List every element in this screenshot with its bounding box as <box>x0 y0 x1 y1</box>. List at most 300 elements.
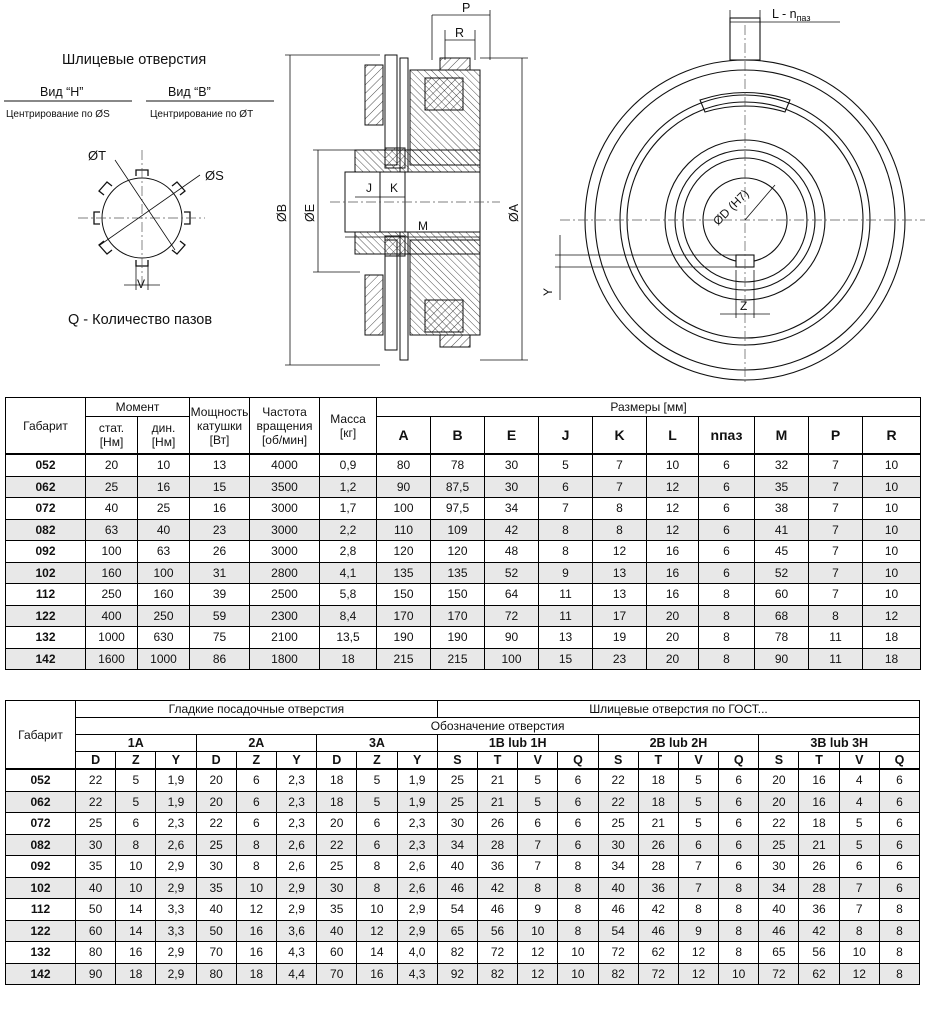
table-cell: 2,6 <box>397 856 437 878</box>
row-gabarit: 052 <box>6 769 76 791</box>
table-cell: 4000 <box>250 454 320 476</box>
table-cell: 23 <box>190 519 250 541</box>
table-cell: 11 <box>809 627 863 649</box>
row-gabarit: 142 <box>6 648 86 670</box>
table-cell: 63 <box>86 519 138 541</box>
table-cell: 4 <box>839 769 879 791</box>
subcol-header: T <box>477 752 517 770</box>
table-cell: 20 <box>647 605 699 627</box>
table-cell: 2300 <box>250 605 320 627</box>
table-cell: 12 <box>863 605 921 627</box>
table-cell: 21 <box>638 813 678 835</box>
table-cell: 3000 <box>250 519 320 541</box>
table-cell: 2500 <box>250 584 320 606</box>
table-cell: 10 <box>863 498 921 520</box>
table-cell: 1,9 <box>156 791 196 813</box>
table-cell: 10 <box>647 454 699 476</box>
table-cell: 97,5 <box>431 498 485 520</box>
table-cell: 10 <box>863 476 921 498</box>
table-cell: 3,3 <box>156 920 196 942</box>
table-cell: 6 <box>699 454 755 476</box>
table-cell: 90 <box>76 963 116 985</box>
table-cell: 8 <box>879 963 919 985</box>
table-cell: 8 <box>558 920 598 942</box>
table-cell: 26 <box>638 834 678 856</box>
row-gabarit: 092 <box>6 541 86 563</box>
table-cell: 12 <box>839 963 879 985</box>
table-cell: 72 <box>638 963 678 985</box>
table-cell: 60 <box>76 920 116 942</box>
table-cell: 46 <box>437 877 477 899</box>
table-cell: 10 <box>558 963 598 985</box>
table-cell: 8 <box>357 877 397 899</box>
subcol-header: S <box>759 752 799 770</box>
table-cell: 2,9 <box>276 899 316 921</box>
table-cell: 109 <box>431 519 485 541</box>
table-cell: 34 <box>485 498 539 520</box>
table-cell: 56 <box>477 920 517 942</box>
row-gabarit: 142 <box>6 963 76 985</box>
table-cell: 22 <box>598 791 638 813</box>
table-cell: 2,3 <box>276 791 316 813</box>
table-cell: 12 <box>678 963 718 985</box>
table-cell: 1,7 <box>320 498 377 520</box>
row-gabarit: 062 <box>6 791 76 813</box>
col-moment: Момент <box>86 398 190 417</box>
subcol-header: D <box>76 752 116 770</box>
table-cell: 45 <box>755 541 809 563</box>
table-cell: 35 <box>317 899 357 921</box>
table-cell: 30 <box>437 813 477 835</box>
group-1b: 1B lub 1H <box>437 735 598 752</box>
table-cell: 56 <box>799 942 839 964</box>
table-cell: 31 <box>190 562 250 584</box>
table-cell: 5 <box>678 769 718 791</box>
table-row <box>6 813 920 835</box>
table-cell: 82 <box>598 963 638 985</box>
table-cell: 15 <box>190 476 250 498</box>
label-t: ØT <box>88 148 107 163</box>
table-cell: 21 <box>477 791 517 813</box>
table-cell: 12 <box>518 963 558 985</box>
table-cell: 7 <box>593 454 647 476</box>
table-cell: 38 <box>755 498 809 520</box>
table-cell: 6 <box>879 877 919 899</box>
table-cell: 2,9 <box>156 942 196 964</box>
label-p: P <box>462 1 471 15</box>
table-cell: 19 <box>593 627 647 649</box>
table-cell: 40 <box>76 877 116 899</box>
table-cell: 28 <box>638 856 678 878</box>
table-cell: 8 <box>839 920 879 942</box>
subcol-header: S <box>437 752 477 770</box>
table-cell: 46 <box>638 920 678 942</box>
table-cell: 10 <box>863 562 921 584</box>
table-cell: 15 <box>539 648 593 670</box>
table-cell: 40 <box>138 519 190 541</box>
table-cell: 20 <box>647 627 699 649</box>
table-cell: 25 <box>759 834 799 856</box>
table-cell: 5 <box>539 454 593 476</box>
view-h-note: Центрирование по ØS <box>6 109 110 120</box>
table-row <box>6 648 921 670</box>
table-cell: 8 <box>879 942 919 964</box>
table-cell: 18 <box>236 963 276 985</box>
table-row <box>6 498 921 520</box>
table-cell: 13 <box>190 454 250 476</box>
table-cell: 2,6 <box>276 856 316 878</box>
table-cell: 3,3 <box>156 899 196 921</box>
table-row <box>6 877 920 899</box>
table-cell: 1,9 <box>156 769 196 791</box>
table-cell: 1,9 <box>397 791 437 813</box>
table-cell: 4,3 <box>397 963 437 985</box>
col-b: B <box>431 417 485 455</box>
table-cell: 1800 <box>250 648 320 670</box>
table-cell: 6 <box>879 834 919 856</box>
subcol-header: Q <box>879 752 919 770</box>
table-cell: 60 <box>317 942 357 964</box>
table-cell: 8 <box>593 519 647 541</box>
table-cell: 8 <box>699 648 755 670</box>
table-cell: 34 <box>759 877 799 899</box>
table-cell: 26 <box>477 813 517 835</box>
table-cell: 6 <box>879 769 919 791</box>
table-cell: 22 <box>759 813 799 835</box>
spline-title: Шлицевые отверстия <box>62 52 207 68</box>
subcol-header: V <box>678 752 718 770</box>
table-cell: 2,9 <box>397 899 437 921</box>
table-cell: 20 <box>759 791 799 813</box>
table-cell: 190 <box>377 627 431 649</box>
table-cell: 6 <box>699 541 755 563</box>
table-cell: 6 <box>558 813 598 835</box>
col-stat: стат. [Нм] <box>86 417 138 455</box>
table-cell: 215 <box>377 648 431 670</box>
table-cell: 80 <box>377 454 431 476</box>
table-cell: 8 <box>719 899 759 921</box>
table-cell: 12 <box>593 541 647 563</box>
table-cell: 62 <box>799 963 839 985</box>
table-cell: 8,4 <box>320 605 377 627</box>
subcol-header: Q <box>719 752 759 770</box>
table-cell: 10 <box>719 963 759 985</box>
holes-table <box>5 700 920 985</box>
table-cell: 7 <box>593 476 647 498</box>
table-cell: 6 <box>236 791 276 813</box>
table-cell: 25 <box>437 769 477 791</box>
table-cell: 25 <box>196 834 236 856</box>
group-1a: 1A <box>76 735 197 752</box>
table-cell: 2800 <box>250 562 320 584</box>
row-gabarit: 112 <box>6 584 86 606</box>
label-e: ØE <box>303 203 317 222</box>
table-cell: 52 <box>485 562 539 584</box>
table-cell: 2,2 <box>320 519 377 541</box>
table-cell: 18 <box>863 648 921 670</box>
group-2b: 2B lub 2H <box>598 735 759 752</box>
table-cell: 20 <box>196 769 236 791</box>
table-cell: 2,9 <box>156 963 196 985</box>
label-z: Z <box>740 299 748 313</box>
table-cell: 9 <box>518 899 558 921</box>
table-row <box>6 476 921 498</box>
table-cell: 8 <box>236 856 276 878</box>
table-cell: 170 <box>431 605 485 627</box>
table-cell: 6 <box>357 834 397 856</box>
row-gabarit: 102 <box>6 877 76 899</box>
table-cell: 2,3 <box>397 813 437 835</box>
label-d: ØD (H7) <box>710 186 752 229</box>
table-cell: 12 <box>678 942 718 964</box>
table-cell: 7 <box>809 498 863 520</box>
view-b-note: Центрирование по ØT <box>150 109 254 120</box>
table-cell: 30 <box>317 877 357 899</box>
table-cell: 22 <box>196 813 236 835</box>
table-cell: 2,8 <box>320 541 377 563</box>
table-cell: 100 <box>485 648 539 670</box>
table-cell: 150 <box>431 584 485 606</box>
table-cell: 6 <box>558 769 598 791</box>
col-smooth: Гладкие посадочные отверстия <box>76 701 438 718</box>
table-cell: 92 <box>437 963 477 985</box>
label-r: R <box>455 26 465 40</box>
table-cell: 16 <box>357 963 397 985</box>
table-cell: 14 <box>116 920 156 942</box>
table-cell: 8 <box>558 856 598 878</box>
table-cell: 11 <box>809 648 863 670</box>
table-cell: 8 <box>809 605 863 627</box>
table-cell: 35 <box>755 476 809 498</box>
table-cell: 20 <box>647 648 699 670</box>
table-cell: 100 <box>138 562 190 584</box>
table-row <box>6 627 921 649</box>
row-gabarit: 102 <box>6 562 86 584</box>
col-npaz: nпаз <box>699 417 755 455</box>
table-row <box>6 519 921 541</box>
table-cell: 1000 <box>138 648 190 670</box>
table-cell: 6 <box>839 856 879 878</box>
table-cell: 160 <box>86 562 138 584</box>
label-y: Y <box>541 287 555 296</box>
table-cell: 60 <box>755 584 809 606</box>
table-cell: 72 <box>598 942 638 964</box>
table-cell: 4,1 <box>320 562 377 584</box>
table-cell: 170 <box>377 605 431 627</box>
table-cell: 7 <box>809 584 863 606</box>
table-cell: 1,2 <box>320 476 377 498</box>
table-cell: 6 <box>558 834 598 856</box>
table-cell: 10 <box>116 856 156 878</box>
table-cell: 72 <box>477 942 517 964</box>
table-cell: 6 <box>678 834 718 856</box>
table-cell: 5 <box>518 769 558 791</box>
table-cell: 3000 <box>250 541 320 563</box>
table-cell: 7 <box>539 498 593 520</box>
table-cell: 7 <box>678 856 718 878</box>
table-cell: 22 <box>598 769 638 791</box>
table-cell: 7 <box>839 877 879 899</box>
table-cell: 10 <box>558 942 598 964</box>
table-cell: 8 <box>699 627 755 649</box>
table-cell: 35 <box>196 877 236 899</box>
table-cell: 5 <box>678 791 718 813</box>
table-cell: 120 <box>377 541 431 563</box>
row-gabarit: 052 <box>6 454 86 476</box>
table-cell: 30 <box>196 856 236 878</box>
table-cell: 82 <box>477 963 517 985</box>
table-cell: 10 <box>863 454 921 476</box>
table-cell: 100 <box>377 498 431 520</box>
table-cell: 22 <box>76 769 116 791</box>
table-cell: 59 <box>190 605 250 627</box>
table-cell: 70 <box>196 942 236 964</box>
table-cell: 30 <box>598 834 638 856</box>
table-cell: 41 <box>755 519 809 541</box>
table-cell: 30 <box>485 454 539 476</box>
table-cell: 14 <box>357 942 397 964</box>
col-freq: Частота вращения [об/мин] <box>250 398 320 455</box>
subcol-header: Z <box>116 752 156 770</box>
row-gabarit: 112 <box>6 899 76 921</box>
table-cell: 26 <box>799 856 839 878</box>
label-k: K <box>390 181 399 195</box>
table-cell: 16 <box>647 541 699 563</box>
table-row <box>6 791 920 813</box>
table-cell: 100 <box>86 541 138 563</box>
table-cell: 10 <box>116 877 156 899</box>
table-cell: 16 <box>647 562 699 584</box>
table-cell: 8 <box>518 877 558 899</box>
table-cell: 4,4 <box>276 963 316 985</box>
table-cell: 25 <box>138 498 190 520</box>
table-row <box>6 963 920 985</box>
col-spline: Шлицевые отверстия по ГОСТ... <box>437 701 919 718</box>
col-power: Мощность катушки [Вт] <box>190 398 250 455</box>
row-gabarit: 082 <box>6 834 76 856</box>
table-cell: 10 <box>357 899 397 921</box>
row-gabarit: 072 <box>6 498 86 520</box>
subcol-header: Y <box>397 752 437 770</box>
table-cell: 1,9 <box>397 769 437 791</box>
table-cell: 6 <box>719 813 759 835</box>
table-cell: 0,9 <box>320 454 377 476</box>
label-m: M <box>418 219 428 233</box>
col-p: P <box>809 417 863 455</box>
table-cell: 110 <box>377 519 431 541</box>
group-3a: 3A <box>317 735 438 752</box>
table-cell: 5 <box>839 813 879 835</box>
table-cell: 4,0 <box>397 942 437 964</box>
table-cell: 12 <box>518 942 558 964</box>
table-cell: 5 <box>518 791 558 813</box>
table-cell: 6 <box>719 856 759 878</box>
table-cell: 2,3 <box>156 813 196 835</box>
table-cell: 42 <box>485 519 539 541</box>
table-cell: 16 <box>116 942 156 964</box>
table-cell: 87,5 <box>431 476 485 498</box>
subcol-header: D <box>317 752 357 770</box>
table-cell: 135 <box>431 562 485 584</box>
table-cell: 6 <box>699 476 755 498</box>
col-gabarit: Габарит <box>6 398 86 455</box>
table-cell: 46 <box>759 920 799 942</box>
table-cell: 36 <box>799 899 839 921</box>
table-cell: 42 <box>477 877 517 899</box>
table-cell: 215 <box>431 648 485 670</box>
table-cell: 10 <box>138 454 190 476</box>
section-view <box>345 55 480 360</box>
table-cell: 8 <box>539 541 593 563</box>
table-cell: 6 <box>719 834 759 856</box>
col-mass: Масса [кг] <box>320 398 377 455</box>
table-cell: 8 <box>719 942 759 964</box>
col-r: R <box>863 417 921 455</box>
table-cell: 12 <box>647 476 699 498</box>
table-cell: 6 <box>357 813 397 835</box>
table-cell: 2,6 <box>276 834 316 856</box>
table-cell: 86 <box>190 648 250 670</box>
subcol-header: T <box>799 752 839 770</box>
table-cell: 25 <box>317 856 357 878</box>
table-cell: 75 <box>190 627 250 649</box>
table-row <box>6 834 920 856</box>
label-b: ØB <box>275 203 289 222</box>
table-cell: 32 <box>755 454 809 476</box>
table-cell: 40 <box>86 498 138 520</box>
table-cell: 7 <box>518 834 558 856</box>
table-cell: 2,3 <box>397 834 437 856</box>
table-cell: 48 <box>485 541 539 563</box>
table-cell: 18 <box>863 627 921 649</box>
table-cell: 10 <box>863 541 921 563</box>
table-cell: 30 <box>485 476 539 498</box>
table-cell: 8 <box>719 877 759 899</box>
table-cell: 1000 <box>86 627 138 649</box>
col-m: M <box>755 417 809 455</box>
table-cell: 42 <box>638 899 678 921</box>
table-cell: 2,6 <box>397 877 437 899</box>
table-cell: 12 <box>647 519 699 541</box>
table-cell: 7 <box>839 899 879 921</box>
table-cell: 39 <box>190 584 250 606</box>
table-cell: 7 <box>809 519 863 541</box>
subcol-header: T <box>638 752 678 770</box>
table-cell: 8 <box>357 856 397 878</box>
table-row <box>6 605 921 627</box>
row-gabarit: 122 <box>6 605 86 627</box>
table-cell: 12 <box>357 920 397 942</box>
view-b-label: Вид “B” <box>168 85 211 99</box>
table-cell: 90 <box>485 627 539 649</box>
table-cell: 21 <box>799 834 839 856</box>
technical-drawing <box>0 0 926 390</box>
row-gabarit: 092 <box>6 856 76 878</box>
table-cell: 160 <box>138 584 190 606</box>
table-cell: 5 <box>678 813 718 835</box>
table-cell: 68 <box>755 605 809 627</box>
table-cell: 25 <box>86 476 138 498</box>
table-cell: 25 <box>598 813 638 835</box>
table-cell: 6 <box>558 791 598 813</box>
table-cell: 14 <box>116 899 156 921</box>
col-j: J <box>539 417 593 455</box>
view-h-label: Вид “H” <box>40 85 84 99</box>
table-cell: 40 <box>196 899 236 921</box>
table-cell: 40 <box>759 899 799 921</box>
table-cell: 46 <box>598 899 638 921</box>
table-cell: 8 <box>236 834 276 856</box>
